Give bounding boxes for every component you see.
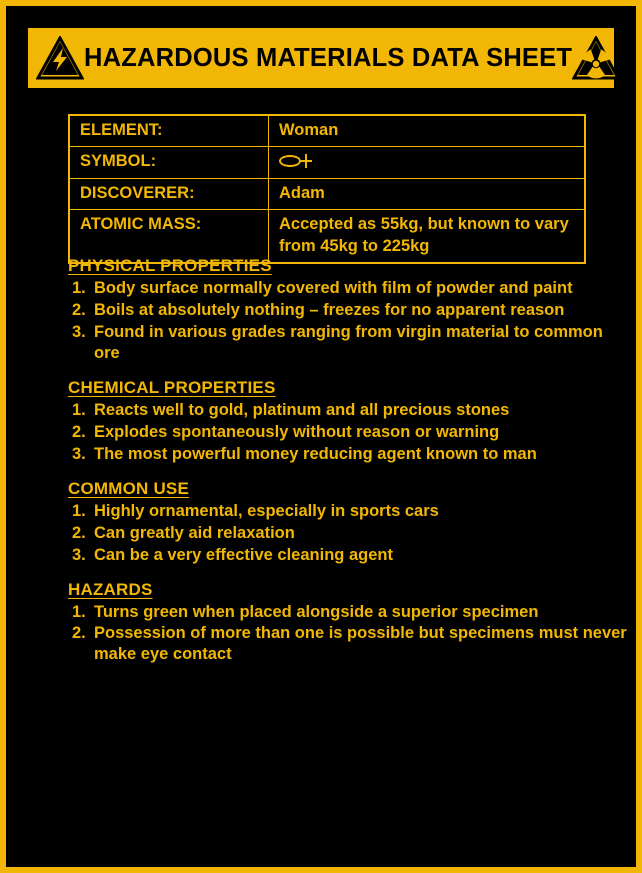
list-item-text: Reacts well to gold, platinum and all precious stones <box>94 400 510 419</box>
table-row <box>69 115 585 147</box>
woman-symbol-icon <box>279 153 313 171</box>
page-title: HAZARDOUS MATERIALS DATA SHEET <box>84 43 573 72</box>
list-item-number: 2. <box>72 624 86 643</box>
table-label-symbol: SYMBOL: <box>69 147 269 178</box>
list-item-text: Explodes spontaneously without reason or warning <box>94 422 500 441</box>
list-item <box>68 602 628 623</box>
section-item-list <box>68 278 628 364</box>
table-label-discoverer: DISCOVERER: <box>69 178 269 209</box>
list-item-number: 3. <box>72 444 86 463</box>
table-value-symbol <box>269 147 586 178</box>
list-item <box>68 444 628 465</box>
list-item <box>68 422 628 443</box>
table-row <box>69 147 585 178</box>
section-item-list <box>68 501 628 566</box>
list-item <box>68 322 628 364</box>
header-bar <box>28 28 614 88</box>
list-item <box>68 523 628 544</box>
section-title: COMMON USE <box>68 478 189 498</box>
section-item-list <box>68 400 628 465</box>
section-physical-properties <box>68 256 628 364</box>
table-value-atomic-mass: Accepted as 55kg, but known to vary from 45kg to 225kg <box>269 210 586 263</box>
list-item-number: 1. <box>72 602 86 621</box>
list-item-number: 1. <box>72 400 86 419</box>
element-data-table <box>68 114 586 264</box>
section-title: CHEMICAL PROPERTIES <box>68 377 276 397</box>
sections-container <box>68 256 628 679</box>
list-item-number: 3. <box>72 322 86 341</box>
list-item-text: The most powerful money reducing agent known to man <box>94 444 537 463</box>
list-item <box>68 278 628 299</box>
section-common-use <box>68 479 628 566</box>
list-item <box>68 400 628 421</box>
list-item-number: 2. <box>72 523 86 542</box>
electrical-hazard-icon <box>36 36 84 80</box>
list-item <box>68 300 628 321</box>
list-item-text: Highly ornamental, especially in sports cars <box>94 501 439 520</box>
list-item-text: Boils at absolutely nothing – freezes for no apparent reason <box>94 300 565 319</box>
table-row <box>69 178 585 209</box>
table-value-discoverer: Adam <box>269 178 586 209</box>
list-item-number: 1. <box>72 279 86 297</box>
section-title: HAZARDS <box>68 579 153 599</box>
section-hazards <box>68 580 628 666</box>
list-item <box>68 623 628 665</box>
list-item <box>68 545 628 566</box>
section-title: PHYSICAL PROPERTIES <box>68 256 272 275</box>
table-label-element: ELEMENT: <box>69 115 269 147</box>
list-item-number: 2. <box>72 422 86 441</box>
radiation-hazard-icon <box>572 36 620 80</box>
list-item-text: Found in various grades ranging from virgin material to common ore <box>94 322 603 362</box>
list-item <box>68 501 628 522</box>
section-chemical-properties <box>68 378 628 465</box>
list-item-text: Can be a very effective cleaning agent <box>94 545 393 564</box>
list-item-number: 2. <box>72 300 86 319</box>
list-item-number: 1. <box>72 501 86 520</box>
list-item-text: Turns green when placed alongside a superior specimen <box>94 602 539 621</box>
list-item-text: Can greatly aid relaxation <box>94 523 295 542</box>
list-item-number: 3. <box>72 545 86 564</box>
table-label-atomic-mass: ATOMIC MASS: <box>69 210 269 263</box>
section-item-list <box>68 602 628 666</box>
list-item-text: Body surface normally covered with film of powder and paint <box>94 279 573 297</box>
table-value-element: Woman <box>269 115 586 147</box>
list-item-text: Possession of more than one is possible but specimens must never make eye contact <box>94 624 627 664</box>
